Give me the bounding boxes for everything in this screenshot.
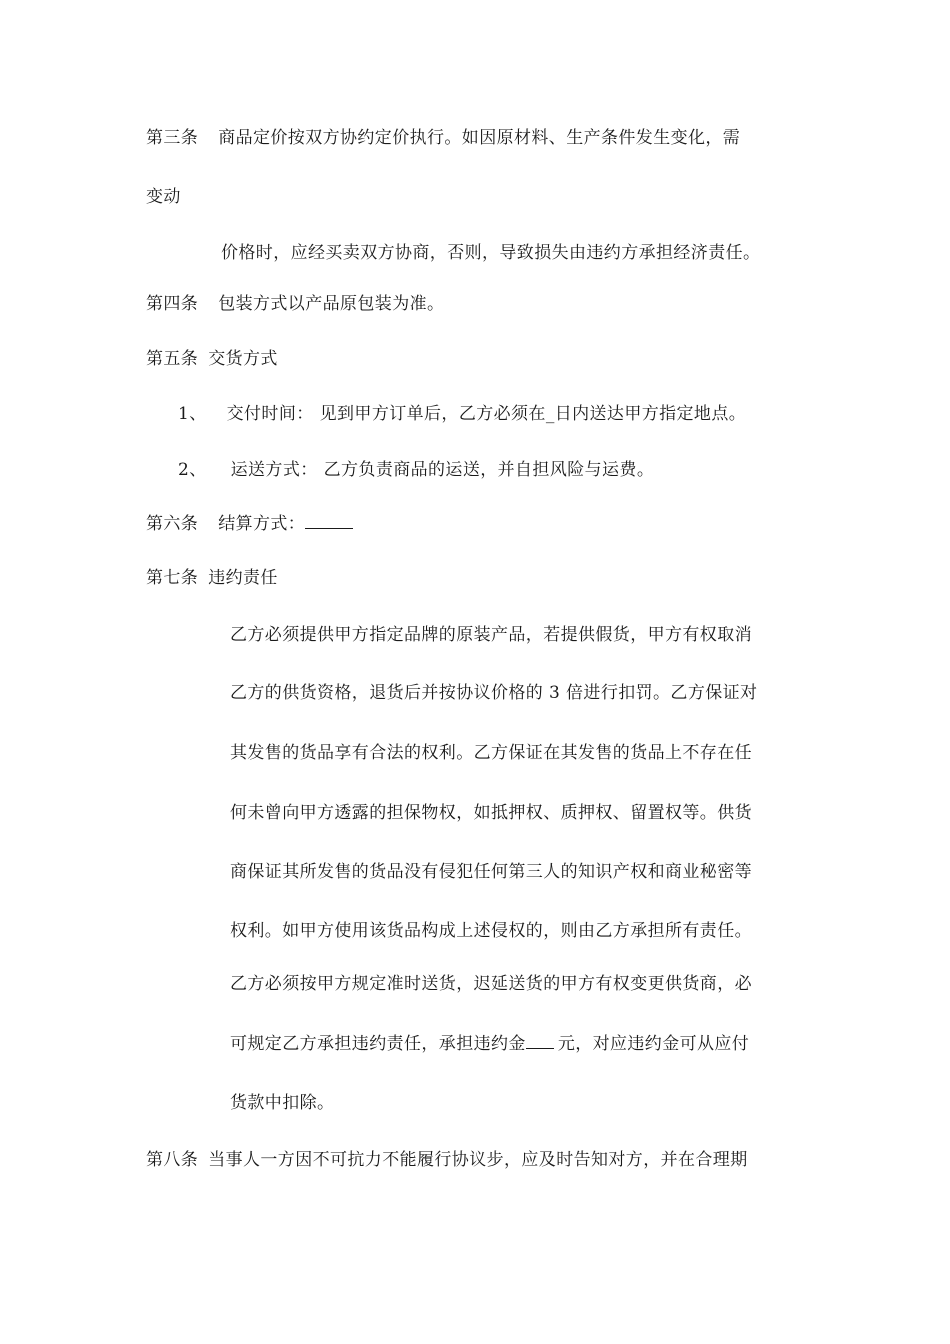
article-7-p1-line-3: 其发售的货品享有合法的权利。乙方保证在其发售的货品上不存在任 xyxy=(230,743,752,763)
article-5-item-2 xyxy=(178,459,654,481)
item-1-number: 1、 xyxy=(178,404,207,424)
item-2-label: 运送方式： xyxy=(230,460,318,480)
article-3-line-3: 价格时，应经买卖双方协商，否则，导致损失由违约方承担经济责任。 xyxy=(221,243,761,263)
article-6-text: 结算方式： xyxy=(218,514,306,534)
item-2-number: 2、 xyxy=(178,460,207,480)
article-5-label: 第五条 xyxy=(146,349,199,369)
article-7-p1-line-2: 乙方的供货资格，退货后并按协议价格的 3 倍进行扣罚。乙方保证对 xyxy=(230,683,758,703)
article-3-line-1 xyxy=(146,127,740,149)
article-3-label: 第三条 xyxy=(146,128,199,148)
article-5-heading xyxy=(146,348,278,370)
article-7-p1-line-4: 何未曾向甲方透露的担保物权，如抵押权、质押权、留置权等。供货 xyxy=(230,803,752,823)
penalty-amount-blank xyxy=(526,1032,554,1049)
penalty-text-before: 可规定乙方承担违约责任，承担违约金 xyxy=(230,1034,526,1054)
article-6-label: 第六条 xyxy=(146,514,199,534)
article-4-label: 第四条 xyxy=(146,294,199,314)
item-1-label: 交付时间： xyxy=(226,404,314,424)
article-3-line-2: 变动 xyxy=(146,187,181,207)
article-7-p2-line-3: 货款中扣除。 xyxy=(230,1093,335,1113)
article-7-p1-line-1: 乙方必须提供甲方指定品牌的原装产品，若提供假货，甲方有权取消 xyxy=(230,625,752,645)
article-8-label: 第八条 xyxy=(146,1150,199,1170)
article-6 xyxy=(146,512,353,535)
article-4-text: 包装方式以产品原包装为准。 xyxy=(218,294,445,314)
article-8-text: 当事人一方因不可抗力不能履行协议步，应及时告知对方，并在合理期 xyxy=(208,1150,748,1170)
article-3-text: 商品定价按双方协约定价执行。如因原材料、生产条件发生变化，需 xyxy=(218,128,741,148)
article-7-title: 违约责任 xyxy=(208,568,278,588)
settlement-blank xyxy=(305,512,353,529)
article-7-p2-line-1: 乙方必须按甲方规定准时送货，迟延送货的甲方有权变更供货商，必 xyxy=(230,974,752,994)
article-7-p2-line-2 xyxy=(230,1032,749,1055)
article-8 xyxy=(146,1149,748,1171)
article-7-p1-line-5: 商保证其所发售的货品没有侵犯任何第三人的知识产权和商业秘密等 xyxy=(230,862,752,882)
article-7-label: 第七条 xyxy=(146,568,199,588)
article-7-heading xyxy=(146,567,278,589)
item-1-text: 见到甲方订单后，乙方必须在_日内送达甲方指定地点。 xyxy=(319,404,747,424)
penalty-text-after: 元，对应违约金可从应付 xyxy=(557,1034,750,1054)
item-2-text: 乙方负责商品的运送，并自担风险与运费。 xyxy=(323,460,655,480)
article-4 xyxy=(146,293,444,315)
article-5-title: 交货方式 xyxy=(208,349,278,369)
article-5-item-1 xyxy=(178,403,746,425)
article-7-p1-line-6: 权利。如甲方使用该货品构成上述侵权的，则由乙方承担所有责任。 xyxy=(230,921,752,941)
